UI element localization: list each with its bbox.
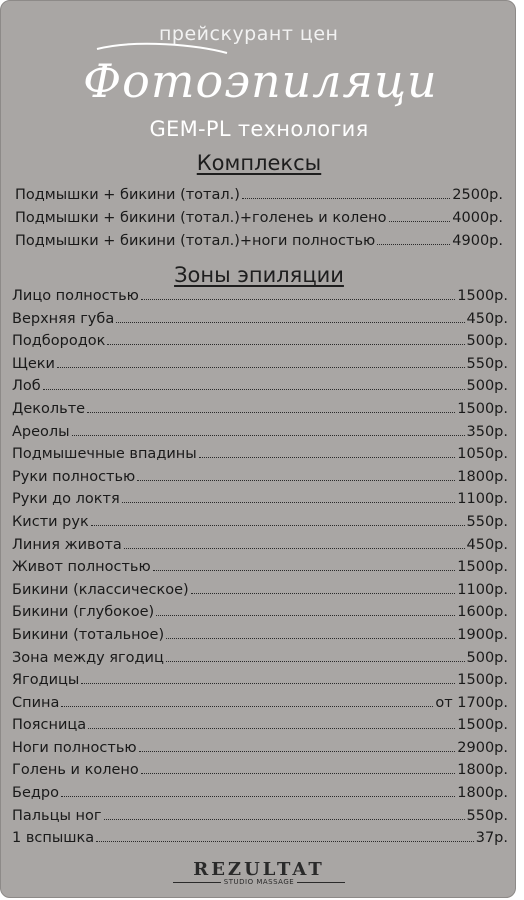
service-name: Ареолы (12, 423, 70, 440)
zone-row (1, 717, 517, 740)
service-price: 1500р. (457, 559, 508, 576)
service-price: 1500р. (457, 717, 508, 734)
dot-leader (137, 480, 455, 481)
service-price: 37р. (475, 830, 508, 847)
dot-leader (107, 344, 464, 345)
service-price: 1800р. (457, 785, 508, 802)
service-name: Бедро (12, 785, 59, 802)
service-name: Руки полностью (12, 468, 136, 485)
zone-row (1, 356, 517, 379)
service-name: Бикини (глубокое) (12, 604, 155, 621)
service-price: 1600р. (457, 604, 508, 621)
logo-name: REZULTAT (193, 859, 325, 880)
logo-rule-right (297, 882, 345, 883)
zone-row (1, 695, 517, 718)
dot-leader (141, 299, 455, 300)
service-name: Ягодицы (12, 672, 80, 689)
service-price: 4000р. (452, 210, 503, 226)
dot-leader (191, 593, 456, 594)
service-name: Подмышечные впадины (12, 446, 197, 463)
zone-row (1, 378, 517, 401)
dot-leader (199, 457, 456, 458)
service-price: 500р. (466, 333, 508, 350)
service-price: 550р. (466, 355, 508, 372)
zone-row (1, 288, 517, 311)
price-list-subtitle: прейскурант цен (159, 23, 339, 45)
service-price: 1100р. (457, 491, 508, 508)
zone-row (1, 582, 517, 605)
dot-leader (96, 841, 474, 842)
complexes-list (1, 187, 517, 256)
complex-row (1, 233, 517, 256)
script-title-text: Фотоэпиляция (83, 54, 437, 108)
service-price: 1900р. (457, 626, 508, 643)
title-flourish (97, 44, 227, 53)
service-name: Декольте (12, 400, 86, 417)
service-price: 500р. (466, 378, 508, 395)
dot-leader (72, 435, 465, 436)
service-name: Подмышки + бикини (тотал.) (15, 187, 240, 203)
dot-leader (91, 525, 465, 526)
dot-leader (153, 570, 456, 571)
dot-leader (104, 819, 465, 820)
service-price: 2900р. (457, 739, 508, 756)
dot-leader (57, 367, 465, 368)
service-price: 1100р. (457, 581, 508, 598)
zone-row (1, 424, 517, 447)
service-name: Зона между ягодиц (12, 649, 164, 666)
zone-row (1, 604, 517, 627)
section-heading-complexes (1, 151, 517, 175)
dot-leader (87, 412, 455, 413)
zone-row (1, 469, 517, 492)
zone-row (1, 514, 517, 537)
service-price: 450р. (466, 536, 508, 553)
dot-leader (124, 548, 465, 549)
dot-leader (122, 502, 456, 503)
dot-leader (61, 796, 455, 797)
dot-leader (242, 198, 450, 199)
service-price: 550р. (466, 807, 508, 824)
service-name: Подмышки + бикини (тотал.)+голенеь и колено (15, 210, 387, 226)
service-name: Лоб (12, 378, 41, 395)
zone-row (1, 559, 517, 582)
section-heading-complexes-text: Комплексы (196, 151, 322, 175)
service-price: от 1700р. (435, 694, 508, 711)
complex-row (1, 187, 517, 210)
service-name: Ноги полностью (12, 739, 137, 756)
zone-row (1, 830, 517, 853)
service-name: Руки до локтя (12, 491, 120, 508)
zone-row (1, 672, 517, 695)
complex-row (1, 210, 517, 233)
service-name: Спина (12, 694, 60, 711)
service-price: 4900р. (452, 233, 503, 249)
dot-leader (389, 221, 451, 222)
studio-logo (1, 859, 517, 886)
dot-leader (139, 751, 456, 752)
service-price: 550р. (466, 513, 508, 530)
zone-row (1, 311, 517, 334)
dot-leader (156, 615, 455, 616)
dot-leader (377, 244, 450, 245)
service-price: 1500р. (457, 672, 508, 689)
zone-row (1, 785, 517, 808)
zone-row (1, 808, 517, 831)
dot-leader (166, 661, 465, 662)
dot-leader (61, 706, 433, 707)
service-name: Кисти рук (12, 513, 89, 530)
zone-row (1, 491, 517, 514)
service-price: 450р. (466, 310, 508, 327)
service-name: Подмышки + бикини (тотал.)+ноги полностью (15, 233, 376, 249)
service-name: Бикини (классическое) (12, 581, 189, 598)
service-name: Лицо полностью (12, 288, 139, 304)
zones-list (1, 288, 517, 853)
technology-label: GEM-PL технология (149, 117, 369, 141)
service-price: 500р. (466, 649, 508, 666)
service-price: 1500р. (457, 288, 508, 304)
service-name: 1 вспышка (12, 830, 95, 847)
service-name: Живот полностью (12, 559, 151, 576)
service-name: Пальцы ног (12, 807, 102, 824)
zone-row (1, 537, 517, 560)
dot-leader (88, 728, 455, 729)
logo-tagline-row (1, 878, 517, 886)
zone-row (1, 762, 517, 785)
zone-row (1, 401, 517, 424)
service-name: Верхняя губа (12, 310, 115, 327)
service-price: 1800р. (457, 468, 508, 485)
service-price: 1800р. (457, 762, 508, 779)
service-price: 1050р. (457, 446, 508, 463)
service-name: Бикини (тотальное) (12, 626, 165, 643)
service-name: Голень и колено (12, 762, 139, 779)
dot-leader (81, 683, 455, 684)
zone-row (1, 627, 517, 650)
dot-leader (43, 389, 465, 390)
service-name: Подбородок (12, 333, 106, 350)
zone-row (1, 333, 517, 356)
service-price: 1500р. (457, 400, 508, 417)
script-title (77, 39, 437, 119)
dot-leader (141, 773, 456, 774)
section-heading-zones (1, 263, 517, 287)
zone-row (1, 740, 517, 763)
service-name: Линия живота (12, 536, 122, 553)
section-heading-zones-text: Зоны эпиляции (174, 263, 344, 287)
service-name: Щеки (12, 355, 55, 372)
zone-row (1, 446, 517, 469)
dot-leader (166, 638, 455, 639)
service-name: Поясница (12, 717, 87, 734)
logo-rule-left (173, 882, 221, 883)
zone-row (1, 650, 517, 673)
dot-leader (116, 322, 464, 323)
logo-tagline: STUDIO MASSAGE (223, 878, 295, 886)
service-price: 2500р. (452, 187, 503, 203)
service-price: 350р. (466, 423, 508, 440)
